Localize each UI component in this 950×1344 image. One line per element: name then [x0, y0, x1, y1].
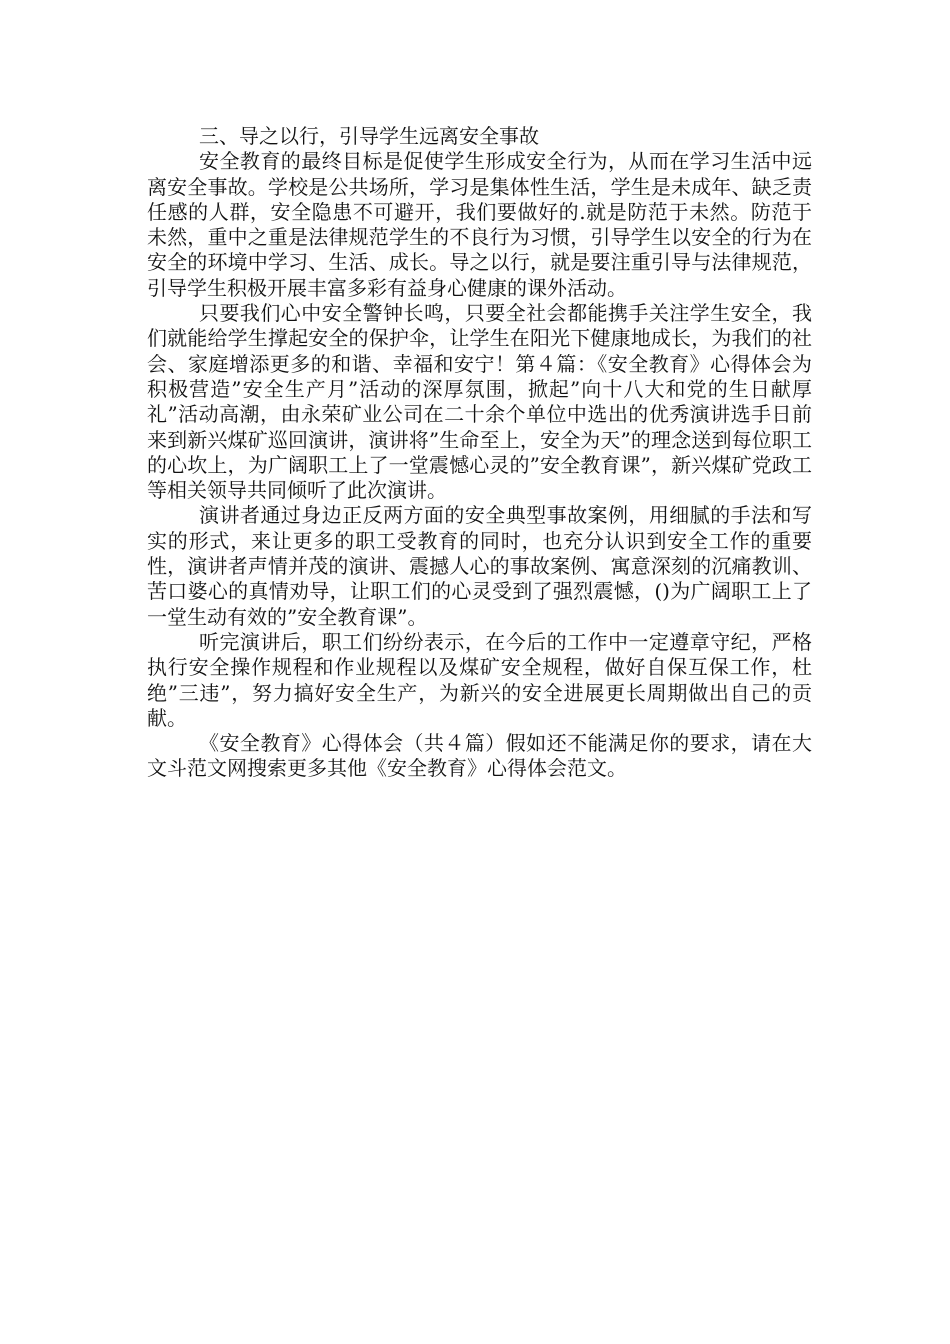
paragraph-2: 只要我们心中安全警钟长鸣，只要全社会都能携手关注学生安全，我们就能给学生撑起安全的保护伞，让学生在阳光下健康地成长，为我们的社会、家庭增添更多的和谐、幸福和安宁！第４篇：《安全教育》心得体会为积极营造”安全生产月”活动的深厚氛围，掀起”向十八大和党的生日献厚礼”活动高潮，由永荣矿业公司在二十余个单位中选出的优秀演讲选手日前来到新兴煤矿巡回演讲，演讲将”生命至上，安全为天”的理念送到每位职工的心坎上，为广阔职工上了一堂震憾心灵的”安全教育课”，新兴煤矿党政工等相关领导共同倾听了此次演讲。	[147, 301, 812, 503]
document-body	[147, 124, 812, 782]
paragraph-5: 《安全教育》心得体会（共４篇）假如还不能满足你的要求，请在大文斗范文网搜索更多其他《安全教育》心得体会范文。	[147, 731, 812, 781]
paragraph-1: 安全教育的最终目标是促使学生形成安全行为，从而在学习生活中远离安全事故。学校是公共场所，学习是集体性生活，学生是未成年、缺乏责任感的人群，安全隐患不可避开，我们要做好的.就是防范于未然。防范于未然，重中之重是法律规范学生的不良行为习惯，引导学生以安全的行为在安全的环境中学习、生活、成长。导之以行，就是要注重引导与法律规范，引导学生积极开展丰富多彩有益身心健康的课外活动。	[147, 149, 812, 300]
paragraph-4: 听完演讲后，职工们纷纷表示，在今后的工作中一定遵章守纪，严格执行安全操作规程和作业规程以及煤矿安全规程，做好自保互保工作，杜绝”三违”，努力搞好安全生产，为新兴的安全进展更长周期做出自己的贡献。	[147, 629, 812, 730]
paragraph-3: 演讲者通过身边正反两方面的安全典型事故案例，用细腻的手法和写实的形式，来让更多的职工受教育的同时，也充分认识到安全工作的重要性，演讲者声情并茂的演讲、震撼人心的事故案例、寓意深刻的沉痛教训、苦口婆心的真情劝导，让职工们的心灵受到了强烈震憾，()为广阔职工上了一堂生动有效的”安全教育课”。	[147, 503, 812, 629]
section-heading: 三、导之以行，引导学生远离安全事故	[199, 124, 539, 148]
